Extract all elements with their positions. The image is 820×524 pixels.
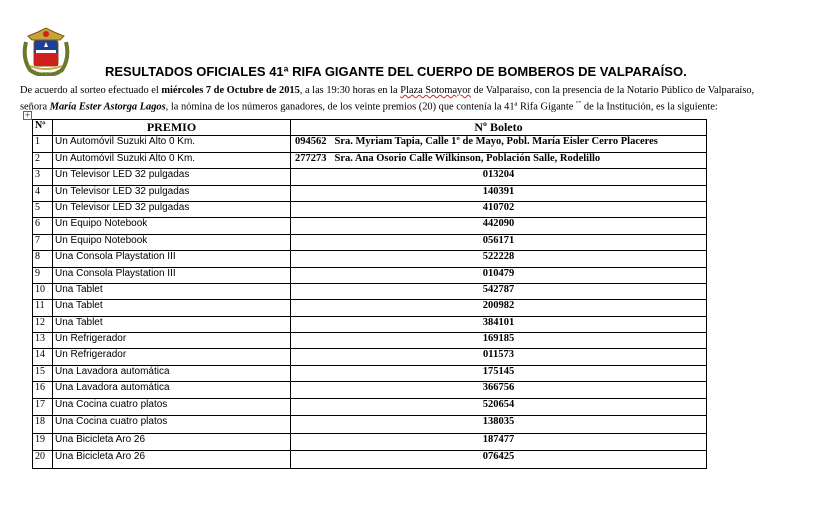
draw-date: miércoles 7 de Octubre de 2015: [161, 85, 300, 96]
row-number: 15: [33, 365, 53, 381]
header-number: Nº: [33, 120, 53, 136]
ticket-cell: 076425: [291, 451, 707, 469]
row-number: 9: [33, 267, 53, 283]
table-row: [33, 316, 707, 332]
ticket-cell: 011573: [291, 349, 707, 365]
prize-name: Una Bicicleta Aro 26: [53, 451, 291, 469]
table-row: [33, 300, 707, 316]
results-table-body: [33, 136, 707, 469]
intro-text: de la Institución, es la siguiente:: [581, 100, 718, 112]
row-number: 2: [33, 152, 53, 168]
ticket-cell: 410702: [291, 201, 707, 217]
table-row: [33, 201, 707, 217]
header-ticket: Nº Boleto: [291, 120, 707, 136]
row-number: 7: [33, 234, 53, 250]
table-row: [33, 333, 707, 349]
ticket-number: 094562: [295, 136, 327, 148]
ticket-cell: 013204: [291, 169, 707, 185]
table-row: [33, 398, 707, 416]
results-table: [32, 119, 707, 469]
intro-text: De acuerdo al sorteo efectuado el: [20, 85, 162, 96]
prize-name: Una Cocina cuatro platos: [53, 416, 291, 434]
prize-name: Una Lavadora automática: [53, 382, 291, 398]
table-row: [33, 234, 707, 250]
winner-name: Sra. Myriam Tapia, Calle 1º de Mayo, Pobl. María Eisler Cerro Placeres: [334, 136, 658, 148]
prize-name: Un Refrigerador: [53, 349, 291, 365]
row-number: 20: [33, 451, 53, 469]
table-row: [33, 451, 707, 469]
table-row: [33, 169, 707, 185]
ticket-cell: 140391: [291, 185, 707, 201]
draw-place: Plaza Sotomayor: [400, 85, 471, 96]
table-row: [33, 251, 707, 267]
prize-name: Una Tablet: [53, 316, 291, 332]
ticket-cell: 187477: [291, 433, 707, 451]
prize-name: Un Automóvil Suzuki Alto 0 Km.: [53, 152, 291, 168]
ticket-cell: 520654: [291, 398, 707, 416]
table-row: [33, 136, 707, 152]
row-number: 18: [33, 416, 53, 434]
intro-line-2: [20, 98, 810, 114]
intro-text: , a las 19:30 horas en la: [299, 85, 401, 96]
row-number: 5: [33, 201, 53, 217]
ticket-cell: [291, 152, 707, 168]
table-row: [33, 185, 707, 201]
prize-name: Una Tablet: [53, 283, 291, 299]
intro-quote-mark: “”: [575, 100, 582, 107]
prize-name: Una Bicicleta Aro 26: [53, 433, 291, 451]
prize-name: Un Automóvil Suzuki Alto 0 Km.: [53, 136, 291, 152]
prize-name: Una Lavadora automática: [53, 365, 291, 381]
prize-name: Una Consola Playstation III: [53, 251, 291, 267]
row-number: 10: [33, 283, 53, 299]
ticket-number: 277273: [295, 152, 327, 164]
table-row: [33, 349, 707, 365]
ticket-cell: 200982: [291, 300, 707, 316]
ticket-cell: 542787: [291, 283, 707, 299]
row-number: 1: [33, 136, 53, 152]
ticket-cell: 169185: [291, 333, 707, 349]
winner-name: Sra. Ana Osorio Calle Wilkinson, Población Salle, Rodelillo: [334, 152, 601, 164]
table-row: [33, 416, 707, 434]
table-row: [33, 152, 707, 168]
row-number: 3: [33, 169, 53, 185]
prize-name: Un Televisor LED 32 pulgadas: [53, 169, 291, 185]
prize-name: Una Consola Playstation III: [53, 267, 291, 283]
fire-department-crest-icon: [20, 22, 72, 76]
row-number: 11: [33, 300, 53, 316]
ticket-cell: 138035: [291, 416, 707, 434]
intro-text: de Valparaíso, con la presencia de la Notario Público de Valparaíso,: [470, 85, 755, 96]
intro-text: , la nómina de los números ganadores, de los veinte premios (20) que contenía la 41ª Rifa Gigante: [165, 100, 576, 112]
row-number: 19: [33, 433, 53, 451]
ticket-cell: 056171: [291, 234, 707, 250]
ticket-cell: 175145: [291, 365, 707, 381]
row-number: 14: [33, 349, 53, 365]
prize-name: Un Equipo Notebook: [53, 218, 291, 234]
intro-text: señora: [20, 100, 50, 112]
row-number: 6: [33, 218, 53, 234]
table-move-handle-icon[interactable]: +: [24, 111, 31, 119]
row-number: 4: [33, 185, 53, 201]
ticket-cell: 522228: [291, 251, 707, 267]
table-row: [33, 218, 707, 234]
notary-name: María Ester Astorga Lagos: [49, 100, 166, 112]
table-header-row: [33, 120, 707, 136]
table-row: [33, 267, 707, 283]
row-number: 17: [33, 398, 53, 416]
ticket-cell: 366756: [291, 382, 707, 398]
prize-name: Un Equipo Notebook: [53, 234, 291, 250]
intro-paragraph: [20, 85, 810, 113]
row-number: 8: [33, 251, 53, 267]
header-prize: PREMIO: [53, 120, 291, 136]
prize-name: Una Tablet: [53, 300, 291, 316]
table-row: [33, 365, 707, 381]
table-row: [33, 283, 707, 299]
table-row: [33, 382, 707, 398]
prize-name: Una Cocina cuatro platos: [53, 398, 291, 416]
ticket-cell: 384101: [291, 316, 707, 332]
prize-name: Un Televisor LED 32 pulgadas: [53, 185, 291, 201]
row-number: 13: [33, 333, 53, 349]
table-row: [33, 433, 707, 451]
ticket-cell: 010479: [291, 267, 707, 283]
prize-name: Un Refrigerador: [53, 333, 291, 349]
intro-line-1: [20, 85, 810, 98]
ticket-cell: [291, 136, 707, 152]
row-number: 16: [33, 382, 53, 398]
ticket-cell: 442090: [291, 218, 707, 234]
document-title: RESULTADOS OFICIALES 41ª RIFA GIGANTE DEL CUERPO DE BOMBEROS DE VALPARAÍSO.: [105, 64, 687, 79]
row-number: 12: [33, 316, 53, 332]
prize-name: Un Televisor LED 32 pulgadas: [53, 201, 291, 217]
